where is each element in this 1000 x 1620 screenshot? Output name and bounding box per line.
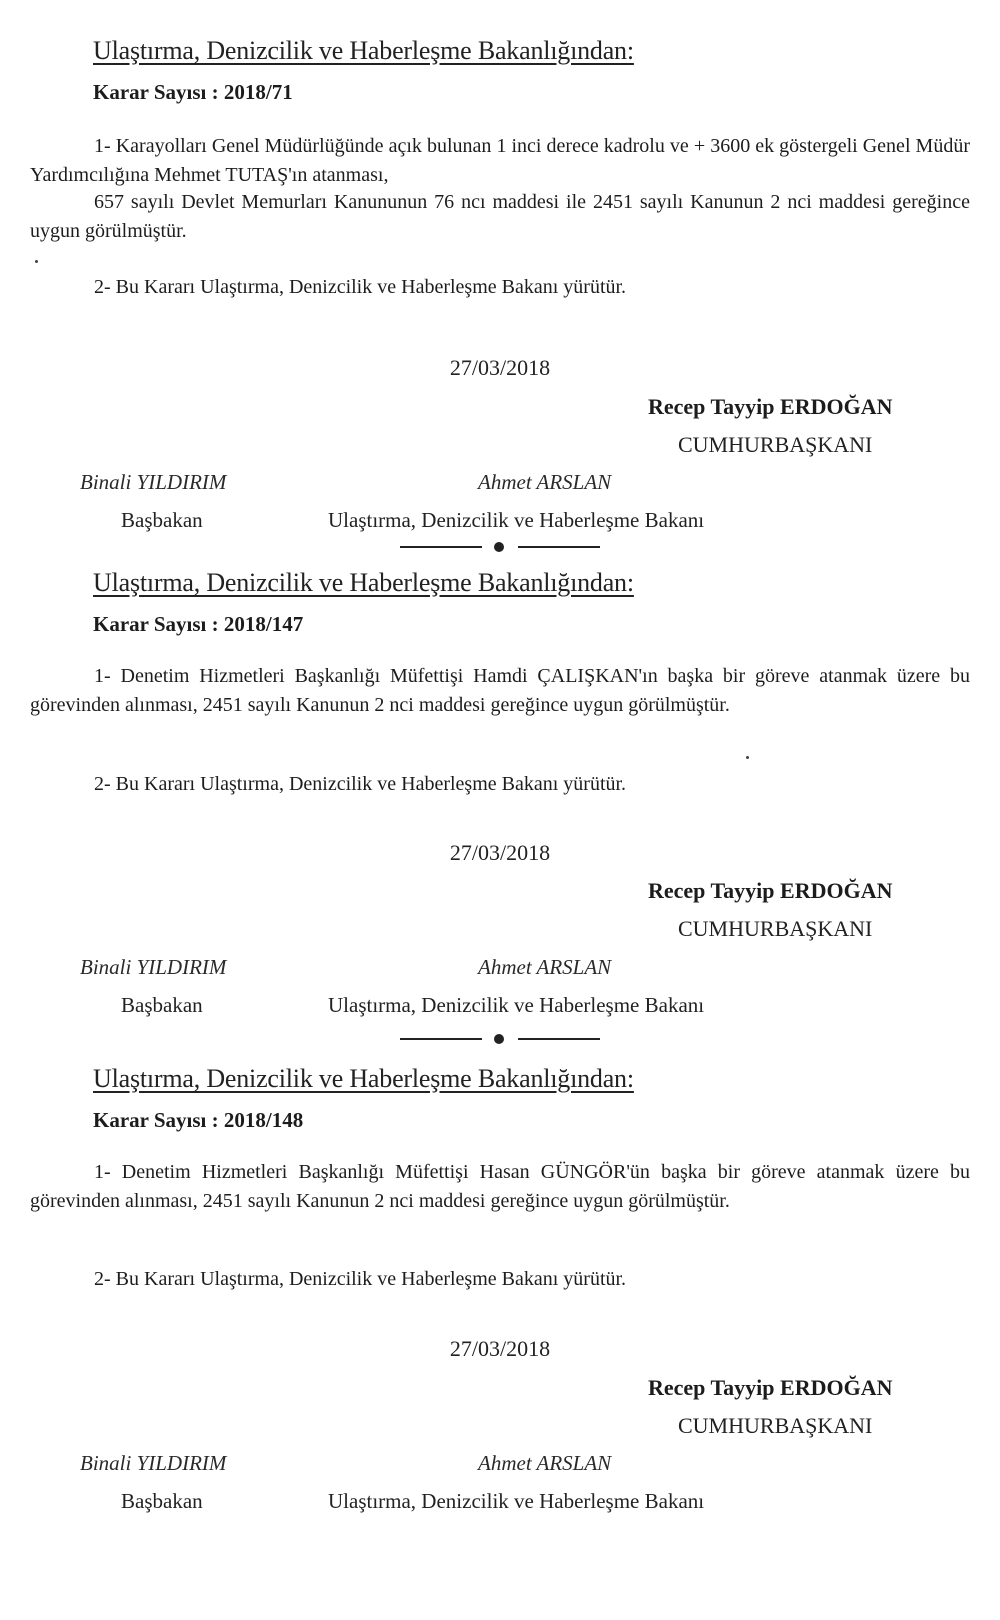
president-name: Recep Tayyip ERDOĞAN: [648, 878, 893, 903]
prime-minister-name: Binali YILDIRIM: [80, 955, 227, 979]
minister-title: Ulaştırma, Denizcilik ve Haberleşme Bakanı: [328, 993, 705, 1017]
minister-name: Ahmet ARSLAN: [478, 1451, 612, 1475]
president-name: Recep Tayyip ERDOĞAN: [648, 394, 893, 419]
prime-minister-name: Binali YILDIRIM: [80, 470, 227, 494]
article-1-continuation: 657 sayılı Devlet Memurları Kanununun 76 ncı maddesi ile 2451 sayılı Kanunun 2 nci maddesi gereğince uygun görülmüştür.: [30, 191, 970, 242]
president-title: CUMHURBAŞKANI: [678, 1413, 873, 1438]
prime-minister-name: Binali YILDIRIM: [80, 1451, 227, 1475]
ministry-heading: Ulaştırma, Denizcilik ve Haberleşme Bakanlığından:: [93, 1064, 634, 1093]
article-1: 1- Denetim Hizmetleri Başkanlığı Müfettişi Hamdi ÇALIŞKAN'ın başka bir göreve atanmak üzere bu görevinden alınması, 2451 sayılı Kanunun 2 nci maddesi gereğince uygun görülmüştür.: [30, 665, 970, 716]
article-1: 1- Denetim Hizmetleri Başkanlığı Müfettişi Hasan GÜNGÖR'ün başka bir göreve atanmak üzere bu görevinden alınması, 2451 sayılı Kanunun 2 nci maddesi gereğince uygun görülmüştür.: [30, 1161, 970, 1212]
article-2: 2- Bu Kararı Ulaştırma, Denizcilik ve Haberleşme Bakanı yürütür.: [94, 773, 627, 795]
decree-date: 27/03/2018: [449, 840, 551, 865]
decision-number: Karar Sayısı : 2018/148: [93, 1108, 304, 1132]
decision-number: Karar Sayısı : 2018/147: [93, 612, 304, 636]
ministry-heading: Ulaştırma, Denizcilik ve Haberleşme Bakanlığından:: [93, 568, 634, 597]
article-1: 1- Karayolları Genel Müdürlüğünde açık bulunan 1 inci derece kadrolu ve + 3600 ek göstergeli Genel Müdür Yardımcılığına Mehmet TUTAŞ'ın atanması,: [30, 135, 970, 186]
minister-title: Ulaştırma, Denizcilik ve Haberleşme Bakanı: [328, 508, 705, 532]
president-title: CUMHURBAŞKANI: [678, 916, 873, 941]
decree-date: 27/03/2018: [449, 1336, 551, 1361]
president-title: CUMHURBAŞKANI: [678, 432, 873, 457]
minister-title: Ulaştırma, Denizcilik ve Haberleşme Bakanı: [328, 1489, 705, 1513]
prime-minister-title: Başbakan: [121, 993, 203, 1017]
decision-number: Karar Sayısı : 2018/71: [93, 80, 293, 104]
prime-minister-title: Başbakan: [121, 1489, 203, 1513]
decree-date: 27/03/2018: [449, 355, 551, 380]
article-2: 2- Bu Kararı Ulaştırma, Denizcilik ve Haberleşme Bakanı yürütür.: [94, 276, 627, 298]
minister-name: Ahmet ARSLAN: [478, 955, 612, 979]
prime-minister-title: Başbakan: [121, 508, 203, 532]
minister-name: Ahmet ARSLAN: [478, 470, 612, 494]
article-2: 2- Bu Kararı Ulaştırma, Denizcilik ve Haberleşme Bakanı yürütür.: [94, 1268, 627, 1290]
president-name: Recep Tayyip ERDOĞAN: [648, 1375, 893, 1400]
ministry-heading: Ulaştırma, Denizcilik ve Haberleşme Bakanlığından:: [93, 36, 634, 65]
